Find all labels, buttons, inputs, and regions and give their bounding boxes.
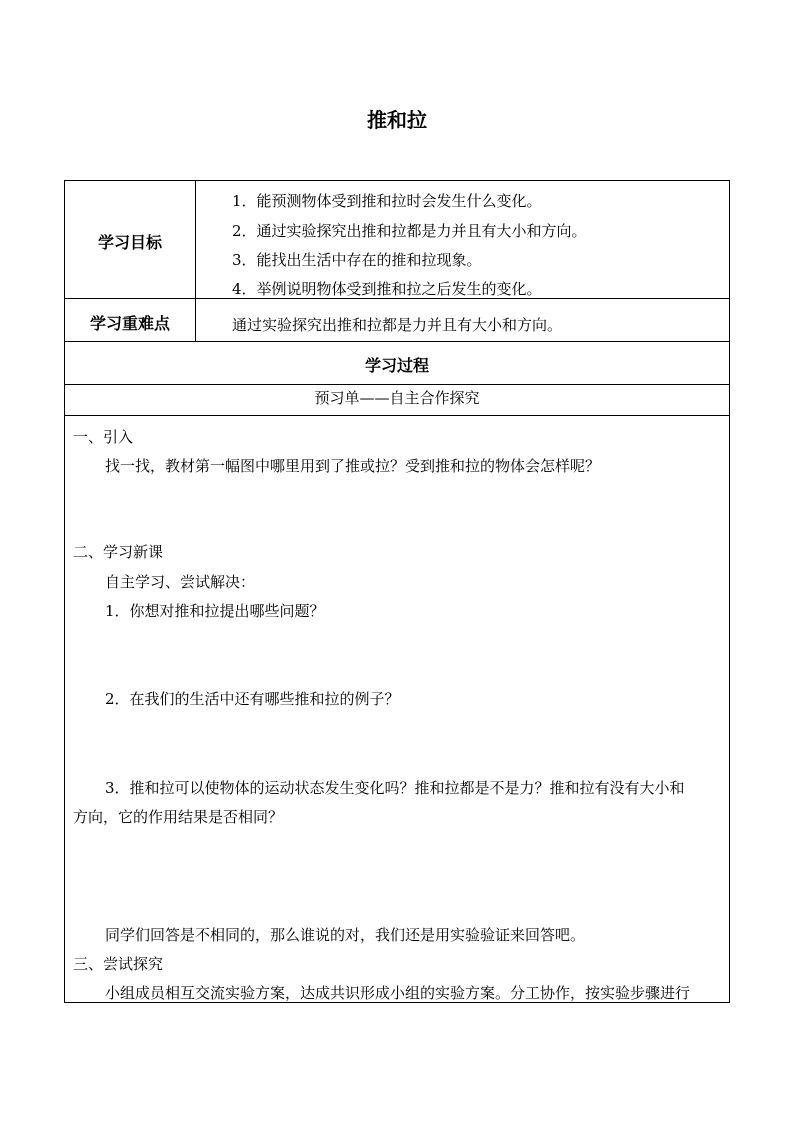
explore-text: 小组成员相互交流实验方案，达成共识形成小组的实验方案。分工协作，按实验步骤进行 (105, 984, 691, 1002)
key-points-text: 通过实验探究出推和拉都是力并且有大小和方向。 (232, 316, 563, 334)
question-1: 1．你想对推和拉提出哪些问题？ (105, 602, 325, 620)
page-title: 推和拉 (367, 108, 427, 132)
row-divider (65, 415, 729, 416)
process-heading: 学习过程 (364, 356, 429, 375)
explore-title: 三、尝试探究 (73, 955, 164, 973)
question-3-line-2: 方向，它的作用结果是否相同？ (73, 808, 284, 826)
lesson-table (64, 180, 730, 1003)
process-subheading: 预习单——自主合作探究 (314, 389, 480, 407)
column-divider (195, 181, 196, 341)
goal-item: 4．举例说明物体受到推和拉之后发生的变化。 (232, 280, 542, 298)
new-lesson-sub: 自主学习、尝试解决： (105, 573, 256, 591)
row-divider (65, 384, 729, 385)
question-3-line-1: 3．推和拉可以使物体的运动状态发生变化吗？推和拉都是不是力？推和拉有没有大小和 (105, 779, 685, 797)
goal-item: 3．能找出生活中存在的推和拉现象。 (232, 251, 482, 269)
new-lesson-title: 二、学习新课 (73, 543, 164, 561)
intro-text: 找一找，教材第一幅图中哪里用到了推或拉？受到推和拉的物体会怎样呢？ (105, 457, 601, 475)
goal-item: 2．通过实验探究出推和拉都是力并且有大小和方向。 (232, 222, 587, 240)
intro-title: 一、引入 (73, 428, 134, 446)
question-2: 2．在我们的生活中还有哪些推和拉的例子？ (105, 690, 400, 708)
answer-note: 同学们回答是不相同的，那么谁说的对，我们还是用实验验证来回答吧。 (105, 926, 586, 944)
goal-item: 1．能预测物体受到推和拉时会发生什么变化。 (232, 192, 542, 210)
row-divider (65, 341, 729, 342)
key-points-label: 学习重难点 (89, 314, 170, 333)
goals-label: 学习目标 (97, 233, 162, 252)
